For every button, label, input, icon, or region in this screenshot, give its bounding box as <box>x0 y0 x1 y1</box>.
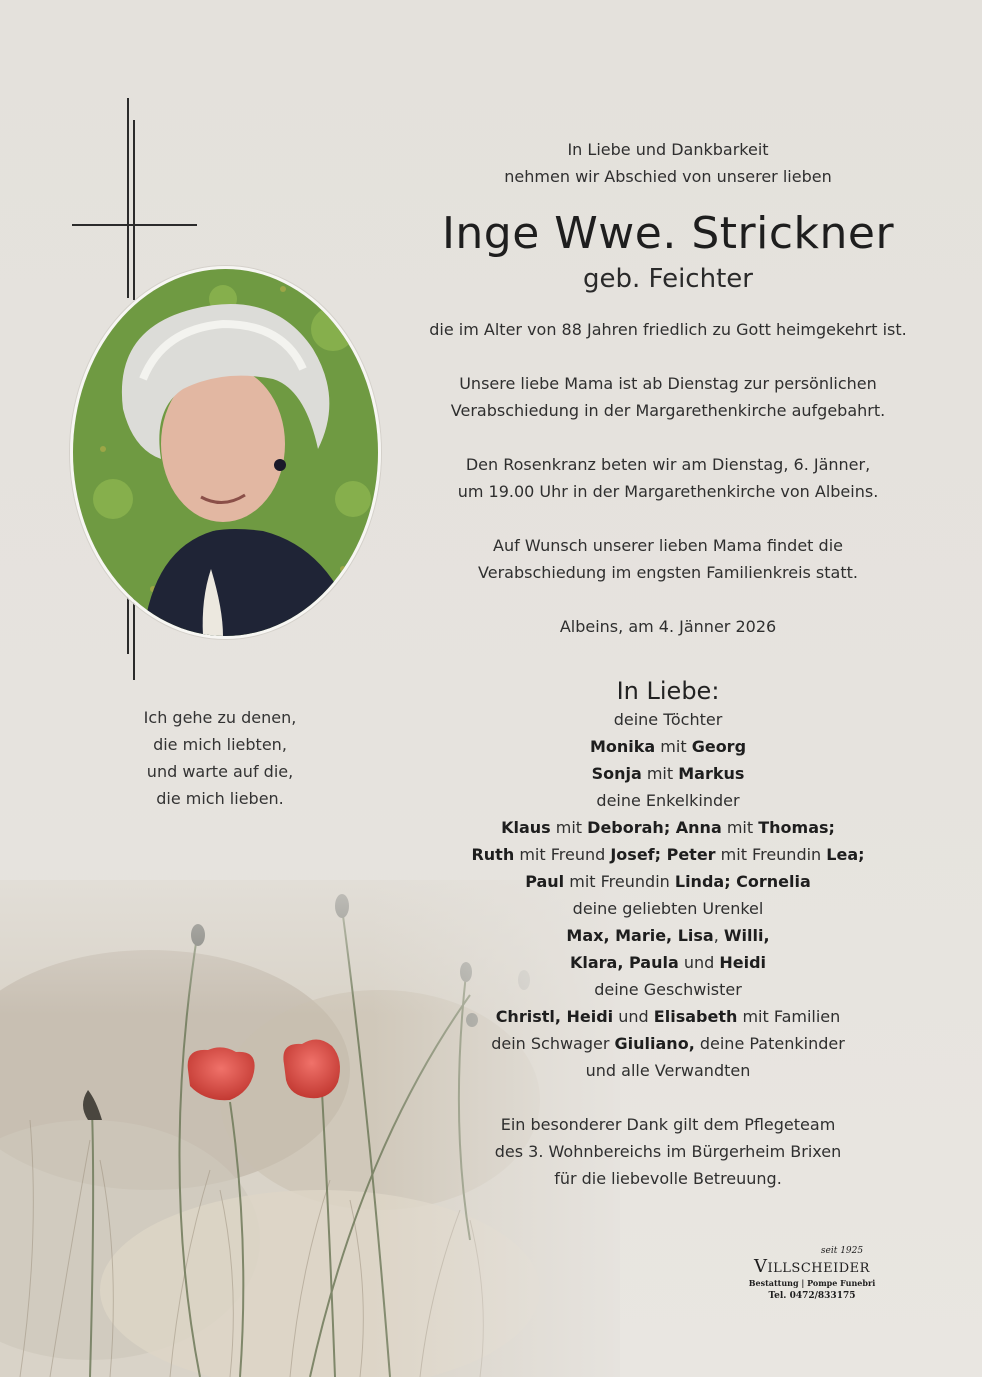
cross-line <box>127 596 129 654</box>
paragraph-line: Verabschiedung in der Margarethenkirche aufgebahrt. <box>450 401 886 420</box>
age-line: die im Alter von 88 Jahren friedlich zu Gott heimgekehrt ist. <box>429 320 907 339</box>
maiden-name: geb. Feichter <box>583 264 753 294</box>
paragraph-line: Verabschiedung im engsten Familienkreis statt. <box>478 563 858 582</box>
logo-brand: Villscheider <box>754 1256 870 1277</box>
mourner-line: Klaus mit Deborah; Anna mit Thomas; <box>501 818 835 837</box>
mourner-line: deine geliebten Urenkel <box>572 899 764 918</box>
mourner-line: deine Töchter <box>613 710 723 729</box>
mourner-line: dein Schwager Giuliano, deine Patenkinder <box>491 1034 845 1053</box>
thanks-line: für die liebevolle Betreuung. <box>554 1169 782 1188</box>
mourner-line: Paul mit Freundin Linda; Cornelia <box>525 872 811 891</box>
funeral-home-logo <box>742 1246 882 1303</box>
thanks-line: Ein besonderer Dank gilt dem Pflegeteam <box>500 1115 836 1134</box>
poem-line: und warte auf die, <box>146 762 294 781</box>
mourner-line: Christl, Heidi und Elisabeth mit Familien <box>495 1007 841 1026</box>
paragraph-line: Auf Wunsch unserer lieben Mama findet die <box>493 536 843 555</box>
logo-subtitle: Bestattung | Pompe Funebri <box>748 1278 876 1288</box>
paragraph-line: Unsere liebe Mama ist ab Dienstag zur persönlichen <box>459 374 877 393</box>
thanks-line: des 3. Wohnbereichs im Bürgerheim Brixen <box>494 1142 842 1161</box>
deceased-name: Inge Wwe. Strickner <box>441 208 895 259</box>
intro-line: In Liebe und Dankbarkeit <box>567 140 769 159</box>
cross-line <box>127 98 129 298</box>
place-date: Albeins, am 4. Jänner 2026 <box>559 617 777 636</box>
poem-line: die mich lieben. <box>156 789 284 808</box>
mourner-line: Monika mit Georg <box>589 737 747 756</box>
mourner-line: deine Enkelkinder <box>596 791 740 810</box>
cross-line <box>133 120 135 300</box>
in-liebe-heading: In Liebe: <box>616 677 720 705</box>
logo-since: seit 1925 <box>820 1246 864 1256</box>
paragraph-line: um 19.00 Uhr in der Margarethenkirche von Albeins. <box>457 482 879 501</box>
mourner-line: und alle Verwandten <box>585 1061 751 1080</box>
mourner-line: Ruth mit Freund Josef; Peter mit Freundin Lea; <box>471 845 865 864</box>
poem <box>100 704 340 812</box>
obituary-text <box>400 136 936 1192</box>
poem-line: Ich gehe zu denen, <box>143 708 297 727</box>
logo-phone: Tel. 0472/833175 <box>768 1291 856 1301</box>
intro-line: nehmen wir Abschied von unserer lieben <box>504 167 832 186</box>
poem-line: die mich liebten, <box>153 735 287 754</box>
mourner-line: Sonja mit Markus <box>591 764 745 783</box>
mourner-line: Klara, Paula und Heidi <box>569 953 767 972</box>
cross-bar <box>72 224 197 226</box>
mourner-line: deine Geschwister <box>594 980 742 999</box>
cross-line <box>133 596 135 680</box>
mourner-line: Max, Marie, Lisa, Willi, <box>566 926 770 945</box>
paragraph-line: Den Rosenkranz beten wir am Dienstag, 6. Jänner, <box>465 455 871 474</box>
portrait-photo <box>70 266 381 639</box>
